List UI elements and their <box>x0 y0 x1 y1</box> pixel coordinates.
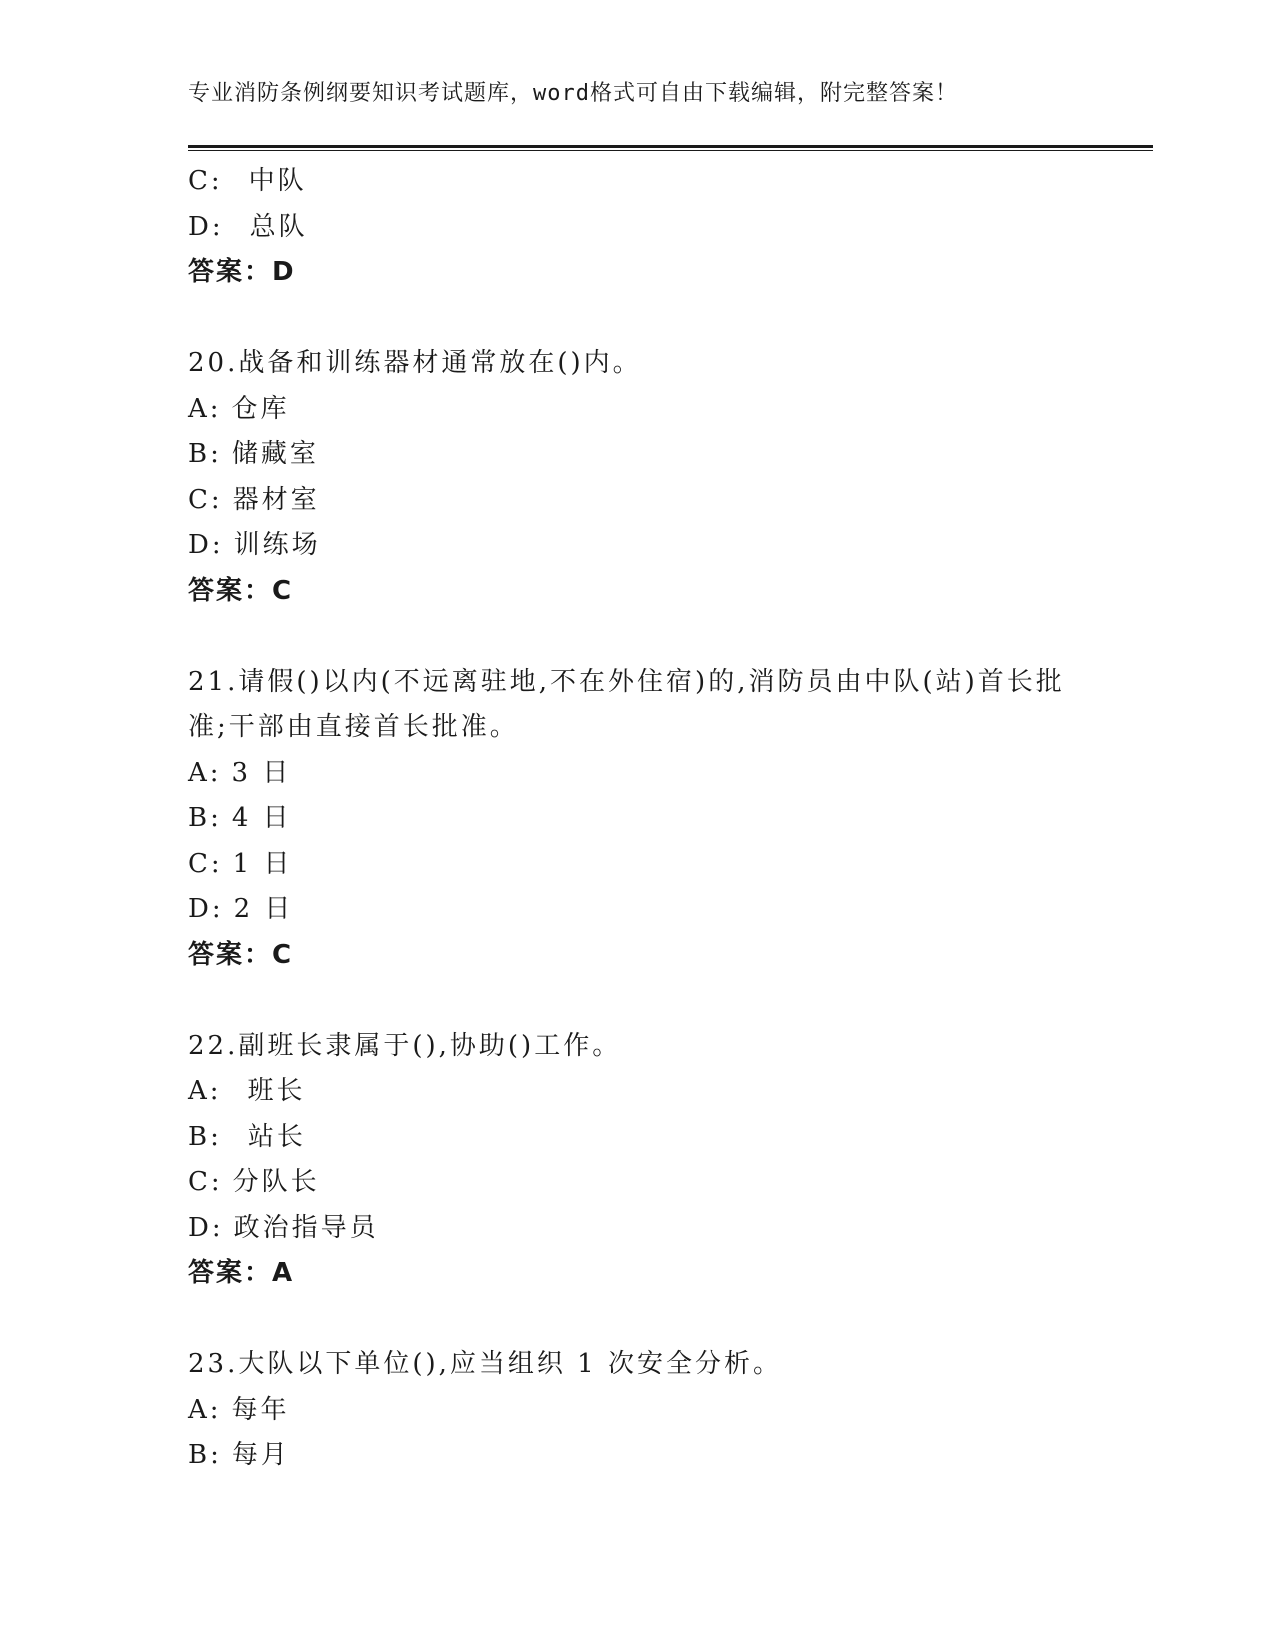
option-text: 每月 <box>231 1440 290 1470</box>
option-item <box>188 159 1088 205</box>
option-item <box>188 387 1088 433</box>
option-text: 器材室 <box>232 484 320 515</box>
option-item <box>188 842 1088 888</box>
option-item <box>188 478 1088 524</box>
question-block <box>188 1342 1088 1479</box>
option-text: 中队 <box>248 166 307 196</box>
question-text: 21.请假()以内(不远离驻地,不在外住宿)的,消防员由中队(站)首长批 <box>188 666 1065 697</box>
question-text: 准;干部由直接首长批准。 <box>188 712 519 742</box>
option-label: B: <box>188 1121 222 1152</box>
question-list <box>188 159 1088 1479</box>
option-text: 政治指导员 <box>233 1212 379 1243</box>
option-item <box>188 887 1088 933</box>
answer-text: 答案：C <box>188 939 294 970</box>
option-text: 储藏室 <box>231 439 319 469</box>
header-rule-thick <box>188 145 1153 148</box>
option-label: C: <box>188 484 223 515</box>
answer-text: 答案：C <box>188 575 294 606</box>
question-block <box>188 660 1088 1024</box>
option-label: D: <box>188 530 224 560</box>
block-spacer <box>188 296 1088 342</box>
option-label: D: <box>188 894 224 924</box>
option-item <box>188 205 1088 251</box>
question-text: 20.战备和训练器材通常放在()内。 <box>188 348 642 378</box>
page-header-text: 专业消防条例纲要知识考试题库，word格式可自由下载编辑，附完整答案！ <box>188 81 958 106</box>
option-label: B: <box>188 1440 222 1470</box>
option-label: A: <box>188 757 222 788</box>
option-text: 班长 <box>247 1076 306 1106</box>
option-label: D: <box>188 211 224 242</box>
option-text: 3 日 <box>231 757 292 788</box>
option-label: D: <box>188 1212 224 1243</box>
option-label: C: <box>188 848 223 879</box>
option-label: A: <box>188 393 222 424</box>
option-text: 4 日 <box>231 803 292 833</box>
option-text: 1 日 <box>232 848 293 879</box>
option-item <box>188 1388 1088 1434</box>
answer-text: 答案：A <box>188 1258 295 1288</box>
option-text: 每年 <box>231 1394 290 1425</box>
option-item <box>188 796 1088 842</box>
header-rule-thin <box>188 150 1153 151</box>
option-label: B: <box>188 803 222 833</box>
option-text: 2 日 <box>233 894 294 924</box>
question-block <box>188 341 1088 660</box>
option-item <box>188 1433 1088 1479</box>
option-label: B: <box>188 439 222 469</box>
option-item <box>188 1069 1088 1115</box>
block-spacer <box>188 1297 1088 1343</box>
option-item <box>188 1160 1088 1206</box>
option-item <box>188 523 1088 569</box>
question-block <box>188 159 1088 341</box>
option-text: 仓库 <box>231 393 290 424</box>
question-block <box>188 1024 1088 1343</box>
option-item <box>188 1115 1088 1161</box>
question-text: 22.副班长隶属于(),协助()工作。 <box>188 1030 622 1061</box>
question-text: 23.大队以下单位(),应当组织 1 次安全分析。 <box>188 1349 782 1379</box>
block-spacer <box>188 614 1088 660</box>
option-text: 总队 <box>249 211 308 242</box>
option-item <box>188 432 1088 478</box>
option-text: 分队长 <box>232 1167 320 1197</box>
answer-text: 答案：D <box>188 257 296 287</box>
option-text: 训练场 <box>233 530 321 560</box>
option-text: 站长 <box>247 1121 306 1152</box>
block-spacer <box>188 978 1088 1024</box>
option-label: C: <box>188 166 223 196</box>
option-label: C: <box>188 1167 223 1197</box>
option-item <box>188 751 1088 797</box>
option-label: A: <box>188 1394 222 1425</box>
option-label: A: <box>188 1076 222 1106</box>
option-item <box>188 1206 1088 1252</box>
